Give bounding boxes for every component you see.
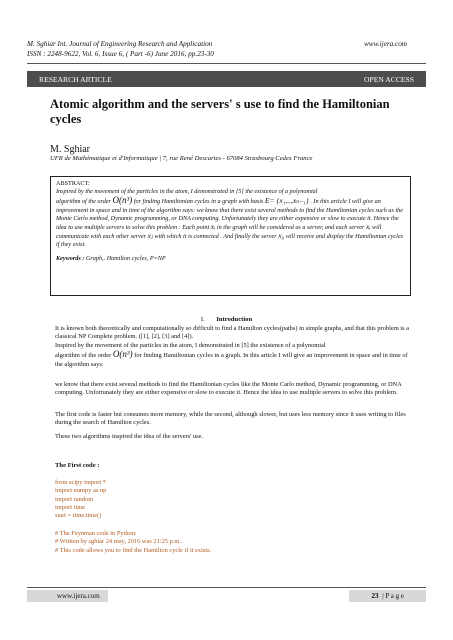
abstract-line: communicate with each other server [56, 233, 147, 241]
code-block-comments [55, 530, 211, 555]
abstract-line: in the graph will be considered as a server, and each server [216, 224, 365, 232]
x0-symbol: x₀ [278, 231, 285, 241]
abstract-line: article I will give an improvement in space and in time of the algorithm says: we know that there exist several methods to find the Hamiltonian cycles such as the Monte Carlo method, Dynamic programming, or DNA computing. Unfortunately they are either expensive or slow to execute it. Hence the idea to use multiple servers [56, 198, 404, 232]
open-access-label: OPEN ACCESS [363, 74, 414, 84]
code-comment: # This code allows you to find the Hamilton cycle if it exists. [55, 546, 212, 554]
keywords-list: Graph,. Hamilton cycles, P=NP [85, 254, 166, 262]
author-name: M. Sghiar [50, 144, 90, 155]
abstract-line: for finding Hamiltonian cycles in a graph with basis [133, 198, 264, 206]
intro-line: for finding Hamiltonian cycles in a graph. In this article I will give an improvement in space and in time of the algorithm says: [55, 352, 408, 368]
abstract-line: will [372, 224, 382, 232]
abstract-line: with which it is connected . And finally the server [154, 233, 277, 241]
section-title: Introduction [216, 316, 253, 323]
abstract-label: ABSTRACT: [56, 180, 90, 187]
intro-paragraph-5: These two algorithms inspired the idea of the servers' use. [55, 433, 204, 440]
paper-title: Atomic algorithm and the servers' s use to find the Hamiltonian cycles [50, 97, 390, 126]
author-affiliation: UFR de Mathématique et d'Informatique | 7, rue René Descartes - 67084 Strasbourg Cedex France [50, 155, 313, 162]
abstract-line: will receive [285, 233, 315, 241]
abstract-text [56, 188, 405, 249]
section-number: I. [200, 316, 205, 323]
journal-citation: M. Sghiar Int. Journal of Engineering Research and Application [27, 40, 213, 48]
keywords-line [56, 255, 405, 263]
code-line: import numpy as np [55, 487, 107, 495]
intro-paragraph-2 [55, 342, 413, 369]
section-heading [0, 316, 453, 323]
journal-website[interactable]: www.ijera.com [364, 40, 407, 48]
abstract-line: and display the Hamiltonian cycles if they exist. [56, 233, 404, 249]
code-line: start = time.time() [55, 512, 102, 520]
first-code-heading: The First code : [55, 462, 100, 469]
intro-line: algorithm of the order [55, 352, 112, 360]
xj-symbol: xⱼ [147, 231, 153, 241]
order-formula: O(n³) [112, 349, 133, 360]
keywords-label: Keywords : [56, 254, 85, 262]
research-article-label: RESEARCH ARTICLE [39, 74, 112, 84]
order-formula: O(n³) [112, 195, 133, 206]
xi-symbol: xᵢ [365, 222, 371, 232]
abstract-box [50, 176, 411, 296]
page-footer [27, 587, 426, 603]
abstract-line: Inspired by the movement of the particles in the atom, I demonstrated in [5] the existence of a polynomial [56, 188, 318, 196]
code-line: import time [55, 503, 85, 511]
intro-paragraph-3: we know that there exist several methods to find the Hamiltonian cycles like the Monte Carlo method, Dynamic programming, or DNA computing. Unfortunately they are either expensive or slow to execute it. Hence the idea to use multiple servers to solve this problem. [55, 381, 402, 397]
code-comment: # The Feynman code in Python: [55, 530, 137, 537]
code-block-imports [55, 479, 106, 520]
article-type-banner [27, 71, 426, 87]
code-comment: # Written by sghiar 24 may, 2016 was 21:25 p.m.. [55, 538, 183, 546]
header-divider [27, 63, 426, 64]
abstract-line: algorithm of the order [56, 198, 111, 206]
abstract-line: to solve this problem : Each point [125, 224, 210, 232]
page-number: 23 [371, 591, 379, 600]
page-number-box: 23 | P a g e [349, 590, 426, 602]
intro-paragraph-1: It is known both theoretically and computationally so difficult to find a Hamilton cycles(paths) in simple graphs, and that this problem is a classical NP Complete problem. ([1], [2], [3] and [4]). [55, 325, 409, 341]
footer-website[interactable]: www.ijera.com [27, 590, 108, 602]
xi-symbol: xᵢ [210, 222, 216, 232]
code-line: import random [55, 495, 94, 503]
basis-formula: E= {x₁,..,xₙ₋₁} [264, 196, 309, 206]
intro-line: Inspired by the movement of the particles in the atom, I demonstrated in [5] the existence of a polynomial [55, 342, 326, 349]
code-line: from scipy import * [55, 479, 106, 486]
abstract-line: . In this [310, 198, 330, 206]
intro-paragraph-4: The first code is faster but consumes more memory, while the second, although slower, but uses less memory since it uses writing to files during the search of Hamilton cycles. [55, 411, 406, 427]
page-label: P a g e [385, 591, 404, 600]
journal-issn: ISSN : 2248-9622, Vol. 6, Issue 6, ( Part -6) June 2016, pp.23-30 [27, 49, 214, 58]
journal-header [27, 40, 214, 59]
